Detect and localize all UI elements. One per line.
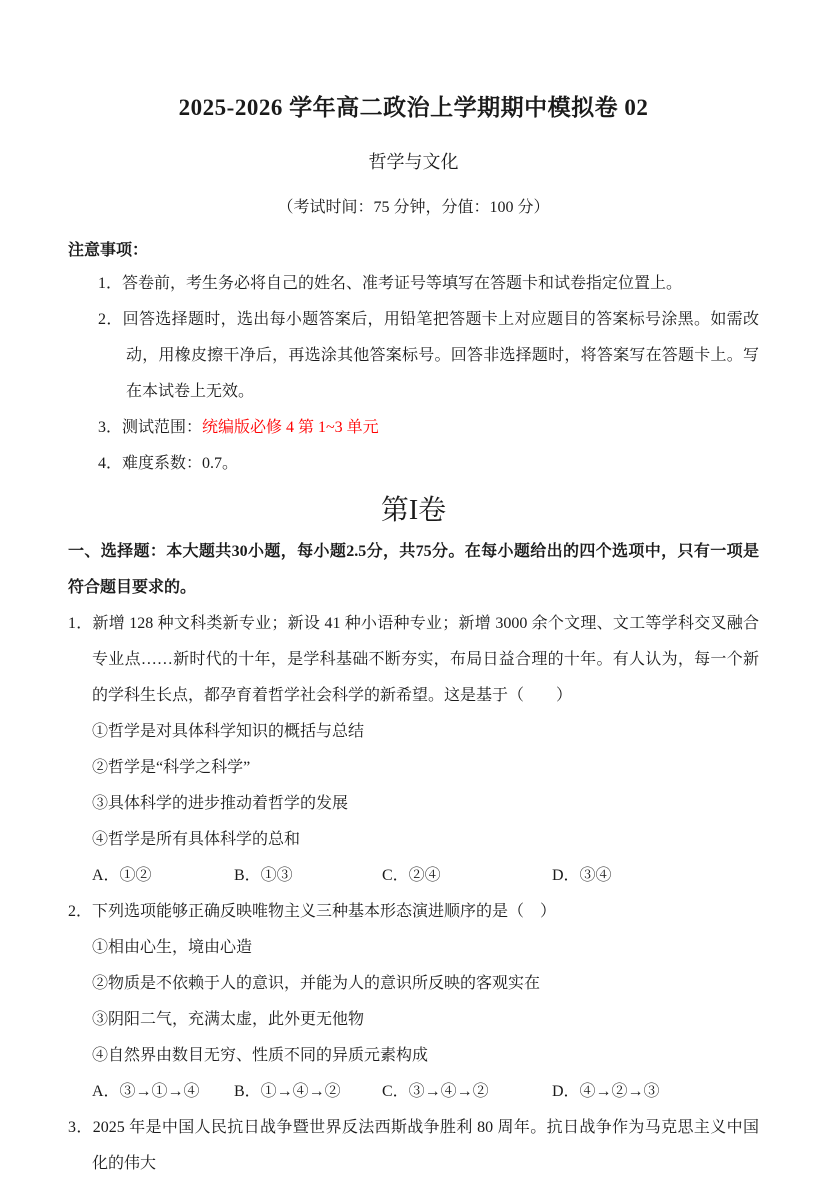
notice-item-1: 1．答卷前，考生务必将自己的姓名、准考证号等填写在答题卡和试卷指定位置上。	[98, 275, 683, 292]
section-1-header: 一、选择题：本大题共30小题，每小题2.5分，共75分。在每小题给出的四个选项中，只有一项是符合题目要求的。	[68, 543, 759, 596]
question-2	[68, 894, 759, 1110]
question-2-stem: 2．下列选项能够正确反映唯物主义三种基本形态演进顺序的是（ ）	[68, 903, 557, 920]
question-1-option-c: C．②④	[382, 867, 441, 884]
notice-list	[68, 266, 759, 482]
notice-item-3-test-range: 统编版必修 4 第 1~3 单元	[202, 419, 379, 436]
question-2-option-a: A．③→①→④	[92, 1083, 200, 1100]
question-1	[68, 606, 759, 894]
question-2-statement-2: ②物质是不依赖于人的意识，并能为人的意识所反映的客观实在	[92, 975, 541, 992]
question-2-statement-3: ③阴阳二气，充满太虚，此外更无他物	[92, 1011, 365, 1028]
question-1-stem: 1．新增 128 种文科类新专业；新设 41 种小语种专业；新增 3000 余个文理、文工等学科交叉融合专业点……新时代的十年，是学科基础不断夯实，布局日益合理的十年。有人认为，每一个新的学科生长点，都孕育着哲学社会科学的新希望。这是基于（ ）	[68, 615, 759, 704]
question-1-option-b: B．①③	[234, 867, 293, 884]
question-2-statement-4: ④自然界由数目无穷、性质不同的异质元素构成	[92, 1047, 429, 1064]
exam-info: （考试时间：75 分钟，分值：100 分）	[277, 199, 550, 216]
question-1-option-d: D．③④	[552, 867, 612, 884]
question-1-option-a: A．①②	[92, 867, 152, 884]
question-2-statement-1: ①相由心生，境由心造	[92, 939, 253, 956]
exam-subject: 哲学与文化	[368, 152, 459, 172]
question-3-stem: 3．2025 年是中国人民抗日战争暨世界反法西斯战争胜利 80 周年。抗日战争作为马克思主义中国化的伟大	[68, 1119, 759, 1172]
question-1-statement-2: ②哲学是“科学之科学”	[92, 759, 251, 776]
question-2-options-row	[92, 1074, 759, 1110]
exam-title: 2025-2026 学年高二政治上学期期中模拟卷 02	[178, 95, 649, 120]
question-3	[68, 1110, 759, 1182]
notice-item-3-prefix: 3．测试范围：	[98, 419, 203, 436]
question-1-statement-3: ③具体科学的进步推动着哲学的发展	[92, 795, 349, 812]
notice-item-4: 4．难度系数：0.7。	[98, 455, 239, 472]
notice-item-3	[98, 410, 759, 446]
question-2-option-c: C．③→④→②	[382, 1083, 489, 1100]
notice-heading: 注意事项：	[68, 242, 149, 259]
question-2-option-d: D．④→②→③	[552, 1083, 660, 1100]
part-1-title: 第I卷	[380, 495, 447, 526]
question-1-statement-1: ①哲学是对具体科学知识的概括与总结	[92, 723, 365, 740]
question-1-options-row	[92, 858, 759, 894]
question-1-statement-4: ④哲学是所有具体科学的总和	[92, 831, 301, 848]
notice-item-2: 2．回答选择题时，选出每小题答案后，用铅笔把答题卡上对应题目的答案标号涂黑。如需改动，用橡皮擦干净后，再选涂其他答案标号。回答非选择题时，将答案写在答题卡上。写在本试卷上无效。	[98, 311, 759, 400]
question-2-option-b: B．①→④→②	[234, 1083, 341, 1100]
